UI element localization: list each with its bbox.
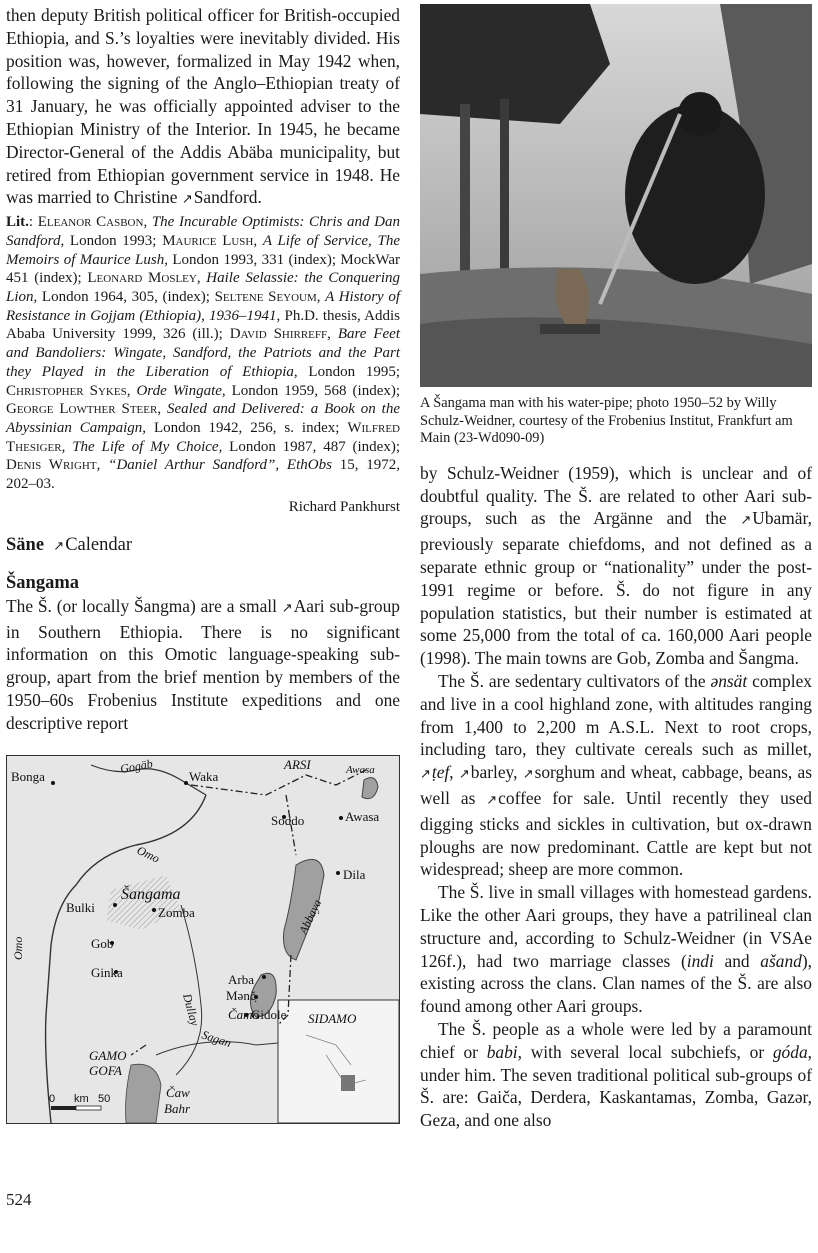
- map-label-gob: Gob: [91, 935, 114, 951]
- literature-details: , London 1993;: [60, 232, 163, 249]
- map-label-arsi: ARSI: [284, 756, 311, 772]
- map-scale-unit: km: [74, 1092, 89, 1105]
- left-column: [6, 4, 400, 1124]
- ubamar-cross-reference-link[interactable]: Ubamär: [752, 508, 808, 529]
- map-label-bulki: Bulki: [66, 899, 95, 915]
- map-label-bonga: Bonga: [11, 768, 45, 784]
- cross-reference-arrow-icon: ↗: [486, 792, 498, 808]
- coffee-cross-reference-link[interactable]: coffee: [498, 787, 542, 808]
- literature-details: , London 1959, 568 (index);: [221, 382, 401, 399]
- calendar-cross-reference-link[interactable]: Calendar: [65, 534, 132, 555]
- literature-details: , London 1993, 331 (index); MockWar 451 (index);: [6, 251, 400, 287]
- aari-cross-reference-link[interactable]: Aari: [293, 595, 325, 616]
- map-scale-zero: 0: [49, 1092, 56, 1105]
- sandford-continuation: then deputy British political officer for British-occupied Ethiopia, and S.’s loyalties were inevitably divided. His position was, however, formalized in May 1942 when, following the signing of the Anglo–Ethiopian treaty of 31 January, he was officially appointed adviser to the Ethiopian Ministry of the Interior. In 1945, he became Director-General of the Addis Abäba municipality, but retired from Ethiopian government service in 1948. He was married to Christine ↗Sandford.: [6, 5, 400, 208]
- map-label-camo: Čamo: [228, 1006, 260, 1022]
- sandford-cross-reference-link[interactable]: Sandford: [193, 187, 258, 208]
- cross-reference-arrow-icon: ↗: [181, 192, 193, 208]
- map-label-caw: Čaw: [166, 1084, 190, 1100]
- literature-title: A Life of Service, The Memoirs of Maurice Lush: [6, 232, 400, 268]
- sane-heading: Säne: [6, 534, 45, 555]
- literature-title: “Daniel Arthur Sandford”, EthObs: [108, 457, 332, 474]
- barley-cross-reference-link[interactable]: barley: [470, 762, 514, 783]
- right-column: [420, 4, 812, 1132]
- literature-details: 15, 1972, 202–03.: [6, 457, 400, 493]
- map-label-awasa-lake: Awasa: [346, 763, 375, 776]
- map-label-zomba: Zomba: [158, 904, 195, 920]
- literature-title: Orde Wingate: [136, 382, 222, 399]
- map-label-dila: Dila: [343, 866, 366, 882]
- cross-reference-arrow-icon: ↗: [420, 767, 431, 783]
- map-label-gofa: GOFA: [89, 1062, 122, 1078]
- literature-details: , London 1964, 305, (index);: [33, 288, 215, 305]
- cross-reference-arrow-icon: ↗: [458, 767, 470, 783]
- sangama-paragraph-3: The Š. live in small villages with homestead gardens. Like the other Aari groups, they have a patrilineal clan structure and, according to Schulz-Weidner (in VSAe 126f.), had two marriage classes (indi and ašand), existing across the clans. Clan names of the Š. are also found among other Aari groups.: [420, 882, 812, 1017]
- literature-title: Sealed and Delivered: a Book on the Abyssinian Campaign: [6, 401, 401, 436]
- sangama-paragraph-1: The Š. (or locally Šangma) are a small ↗Aari sub-group in Southern Ethiopia. There is no significant information on this Omotic language-speaking sub-group, apart from the brief mention by members of the 1950–60s Frobenius Institute expeditions and one descriptive report: [6, 595, 400, 733]
- literature-author: Maurice Lush: [162, 232, 254, 249]
- map-label-gamo: GAMO: [89, 1047, 127, 1063]
- literature-title: A History of Resistance in Gojjam (Ethiopia), 1936–1941: [6, 288, 401, 324]
- literature-title: The Life of My Choice: [72, 438, 219, 455]
- sangama-paragraph-2: The Š. are sedentary cultivators of the ənsät complex and live in a cool highland zone, with altitudes ranging from 1,400 to 2,200 m A.S.L. Next to root crops, including taro, they cultivate cereals such as millet, ↗ṭef, ↗barley, ↗sorghum and wheat, cabbage, beans, as well as ↗coffee for sale. Until recently they used digging sticks and sickles in cultivation, but ox-drawn ploughs are now predominant. Cattle are kept but not widespread; sheep are more common.: [420, 670, 813, 880]
- literature-details: , London 1942, 256, s. index;: [142, 419, 348, 436]
- literature-author: David Shirreff: [229, 326, 328, 343]
- sangama-heading: Šangama: [6, 572, 79, 593]
- cross-reference-arrow-icon: ↗: [740, 513, 752, 529]
- map-label-sagan: Sagan: [200, 1027, 233, 1050]
- literature-details: , Ph.D. thesis, Addis Ababa University 1999, 326 (ill.);: [6, 307, 400, 343]
- literature-author: Leonard Mosley: [87, 270, 197, 287]
- map-label-omo-left: Omo: [11, 936, 25, 960]
- map-label-soddo: Soddo: [271, 812, 305, 828]
- map-label-dullay: Dullay: [180, 991, 203, 1027]
- map-label-omo-river: Omo: [134, 842, 162, 866]
- literature-label: Lit.: [6, 214, 29, 231]
- map-label-gogab: Gogäb: [119, 755, 154, 776]
- photo-caption: A Šangama man with his water-pipe; photo 1950–52 by Willy Schulz-Weidner, courtesy of the Frobenius Institut, Frankfurt am Main (23-Wd090-09): [420, 395, 793, 447]
- photo-man-with-water-pipe: [420, 4, 812, 387]
- sangama-region-map: [6, 755, 400, 1124]
- literature-author: Denis Wright: [6, 457, 97, 474]
- map-label-ginka: Ginka: [91, 964, 123, 980]
- map-label-mane: Mənč̣: [226, 987, 256, 1003]
- article-author: Richard Pankhurst: [288, 498, 400, 515]
- literature-title: Bare Feet and Bandoliers: Wingate, Sandford, the Patriots and the Part they Played in the Liberation of Ethiopia: [6, 326, 400, 380]
- literature-details: , London 1995;: [293, 363, 400, 380]
- literature-items: Eleanor Casbon, The Incurable Optimists: Chris and Dan Sandford, London 1993; Maurice Lush, A Life of Service, The Memoirs of Maurice Lush, London 1993, 331 (index); MockWar 451 (index); Leonard Mosley, Haile Selassie: the Conquering Lion, London 1964, 305, (index); Seltene Seyoum, A History of Resistance in Gojjam (Ethiopia), 1936–1941, Ph.D. thesis, Addis Ababa University 1999, 326 (ill.); David Shirreff, Bare Feet and Bandoliers: Wingate, Sandford, the Patriots and the Part they Played in the Liberation of Ethiopia, London 1995; Christopher Sykes, Orde Wingate, London 1959, 568 (index); George Lowther Steer, Sealed and Delivered: a Book on the Abyssinian Campaign, London 1942, 256, s. index; Wilfred Thesiger, The Life of My Choice, London 1987, 487 (index); Denis Wright, “Daniel Arthur Sandford”, EthObs 15, 1972, 202–03.: [6, 214, 401, 493]
- map-scale-bar: [51, 1106, 101, 1110]
- literature-author: George Lowther Steer: [6, 401, 158, 418]
- map-label-sidamo: SIDAMO: [308, 1010, 357, 1026]
- literature-list: Lit.: Eleanor Casbon, The Incurable Optimists: Chris and Dan Sandford, London 1993; Maurice Lush, A Life of Service, The Memoirs of Maurice Lush, London 1993, 331 (index); MockWar 451 (index); Leonard Mosley, Haile Selassie: the Conquering Lion, London 1964, 305, (index); Seltene Seyoum, A History of Resistance in Gojjam (Ethiopia), 1936–1941, Ph.D. thesis, Addis Ababa University 1999, 326 (ill.); David Shirreff, Bare Feet and Bandoliers: Wingate, Sandford, the Patriots and the Part they Played in the Liberation of Ethiopia, London 1995; Christopher Sykes, Orde Wingate, London 1959, 568 (index); George Lowther Steer, Sealed and Delivered: a Book on the Abyssinian Campaign, London 1942, 256, s. index; Wilfred Thesiger, The Life of My Choice, London 1987, 487 (index); Denis Wright, “Daniel Arthur Sandford”, EthObs 15, 1972, 202–03.: [6, 214, 401, 493]
- map-label-abbaya: Abbaya: [296, 896, 325, 936]
- cross-reference-arrow-icon: ↗: [53, 538, 65, 554]
- literature-details: , London 1987, 487 (index);: [218, 438, 400, 455]
- cross-reference-arrow-icon: ↗: [281, 600, 293, 616]
- cross-reference-arrow-icon: ↗: [522, 767, 534, 783]
- map-label-arba: Arba: [228, 971, 254, 987]
- literature-author: Seltene Seyoum: [214, 288, 317, 305]
- map-label-awasa: Awasa: [345, 808, 380, 824]
- page-number: 524: [6, 1190, 32, 1209]
- literature-author: Wilfred Thesiger: [6, 419, 400, 455]
- sane-entry: [6, 533, 400, 559]
- map-scale-max: 50: [98, 1092, 111, 1105]
- map-label-waka: Waka: [189, 768, 219, 784]
- map-label-bahr: Bahr: [164, 1100, 190, 1116]
- tef-cross-reference-link[interactable]: ṭef: [431, 762, 450, 783]
- literature-title: The Incurable Optimists: Chris and Dan Sandford: [6, 214, 401, 249]
- literature-title: Haile Selassie: the Conquering Lion: [6, 270, 401, 305]
- literature-author: Eleanor Casbon: [37, 214, 144, 231]
- lake-caw-bahr: [126, 1064, 161, 1123]
- sangama-paragraph-4: The Š. people as a whole were led by a paramount chief or babi, with several local subchiefs, or góda, under him. The seven traditional political sub-groups of Š. are: Gaiča, Derdera, Kaskantamas, Zomba, Gazər, Geza, and one also: [420, 1018, 812, 1131]
- sorghum-cross-reference-link[interactable]: sorghum: [534, 762, 596, 783]
- sangama-paragraph-1-continued: by Schulz-Weidner (1959), which is unclear and of doubtful quality. The Š. are related to other Aari sub-groups, such as the Argänne and the ↗Ubamär, previously separate chiefdoms, and not defined as a separate ethnic group or “nationality” under the post-1991 regime or before. Š. do not figure in any population statistics, but their number is estimated at some 25,000 from the total of ca. 160,000 Aari people (1998). The main towns are Gob, Zomba and Šangma.: [420, 462, 812, 669]
- map-label-sangama: Šangama: [121, 885, 181, 903]
- map-label-gidole: Gidole: [251, 1006, 287, 1022]
- literature-author: Christopher Sykes: [6, 382, 127, 399]
